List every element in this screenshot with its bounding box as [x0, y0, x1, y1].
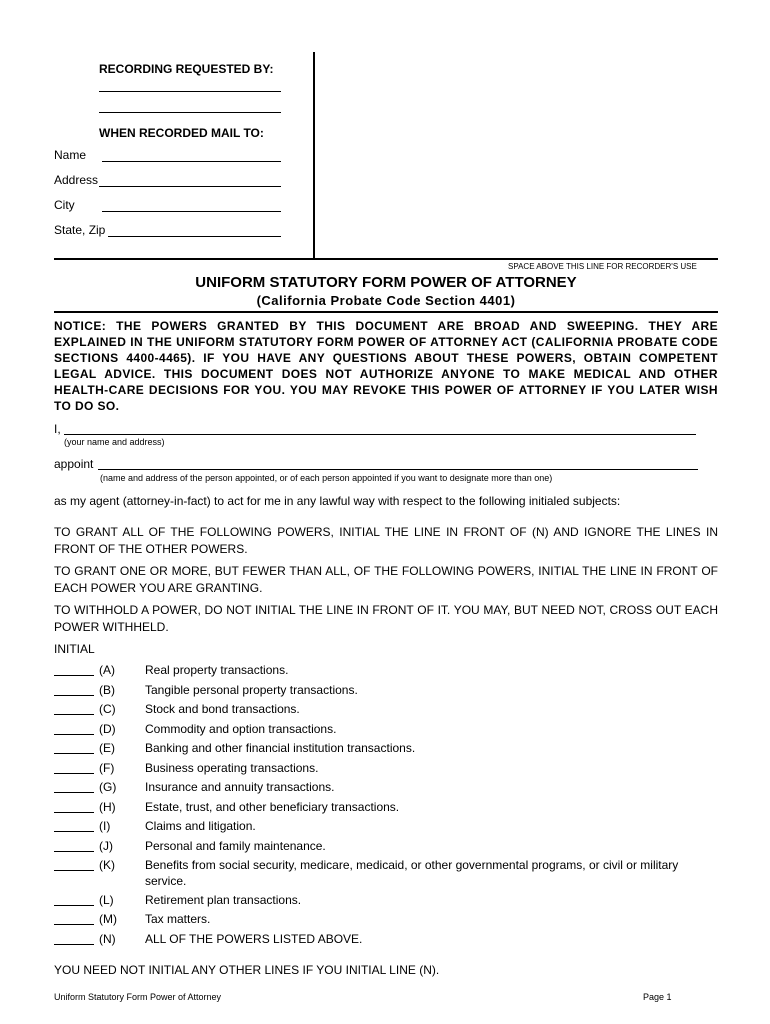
- notice-text: NOTICE: THE POWERS GRANTED BY THIS DOCUMENT ARE BROAD AND SWEEPING. THEY ARE EXPLAINED IN THE UNIFORM STATUTORY FORM POWER OF ATTORNEY ACT (CALIFORNIA PROBATE CODE SECTIONS 4400-4465). IF YOU HAVE ANY QUESTIONS ABOUT THESE POWERS, OBTAIN COMPETENT LEGAL ADVICE. THIS DOCUMENT DOES NOT AUTHORIZE ANYONE TO MAKE MEDICAL AND OTHER HEALTH-CARE DECISIONS FOR YOU. YOU MAY REVOKE THIS POWER OF ATTORNEY IF YOU LATER WISH TO DO SO.: [54, 319, 718, 413]
- power-text: Personal and family maintenance.: [145, 839, 326, 853]
- power-text: Retirement plan transactions.: [145, 893, 302, 907]
- city-field[interactable]: [102, 211, 281, 212]
- initial-line-h[interactable]: [54, 812, 94, 813]
- state-zip-label: State, Zip: [54, 223, 106, 237]
- recorder-divider-horizontal: [54, 258, 718, 260]
- power-code: (H): [99, 800, 116, 814]
- agent-statement: as my agent (attorney-in-fact) to act for me in any lawful way with respect to the following initialed subjects:: [54, 494, 621, 508]
- power-code: (G): [99, 780, 117, 794]
- initial-line-f[interactable]: [54, 773, 94, 774]
- power-text: Tax matters.: [145, 912, 211, 926]
- title-rule: [54, 311, 718, 313]
- when-recorded-label: WHEN RECORDED MAIL TO:: [99, 126, 264, 140]
- power-code: (A): [99, 663, 115, 677]
- power-code: (J): [99, 839, 113, 853]
- principal-name-field[interactable]: [64, 434, 696, 435]
- page-number: Page 1: [643, 992, 672, 1002]
- power-text: Banking and other financial institution transactions.: [145, 741, 416, 755]
- instruction-grant-some: TO GRANT ONE OR MORE, BUT FEWER THAN ALL, OF THE FOLLOWING POWERS, INITIAL THE LINE IN FRONT OF EACH POWER YOU ARE GRANTING.: [54, 564, 718, 595]
- power-text: Business operating transactions.: [145, 761, 319, 775]
- power-text: Insurance and annuity transactions.: [145, 780, 335, 794]
- agent-prefix: appoint: [54, 457, 94, 471]
- agent-caption: (name and address of the person appointed, or of each person appointed if you want to designate more than one): [100, 473, 553, 483]
- recorder-divider-vertical: [313, 52, 315, 258]
- document-title: UNIFORM STATUTORY FORM POWER OF ATTORNEY: [195, 274, 577, 291]
- initial-line-m[interactable]: [54, 924, 94, 925]
- power-text: ALL OF THE POWERS LISTED ABOVE.: [145, 932, 363, 946]
- initial-line-a[interactable]: [54, 675, 94, 676]
- principal-prefix: I,: [54, 422, 61, 436]
- power-code: (C): [99, 702, 116, 716]
- initial-line-n[interactable]: [54, 944, 94, 945]
- instruction-grant-all: TO GRANT ALL OF THE FOLLOWING POWERS, INITIAL THE LINE IN FRONT OF (N) AND IGNORE THE LINES IN FRONT OF THE OTHER POWERS.: [54, 525, 718, 556]
- requested-by-line-1[interactable]: [99, 91, 281, 92]
- initial-line-i[interactable]: [54, 831, 94, 832]
- power-code: (I): [99, 819, 111, 833]
- state-zip-field[interactable]: [108, 236, 281, 237]
- recording-requested-by-label: RECORDING REQUESTED BY:: [99, 62, 274, 76]
- name-label: Name: [54, 148, 87, 162]
- power-code: (L): [99, 893, 114, 907]
- power-text: Commodity and option transactions.: [145, 722, 337, 736]
- initial-line-b[interactable]: [54, 695, 94, 696]
- name-field[interactable]: [102, 161, 281, 162]
- power-text: Claims and litigation.: [145, 819, 256, 833]
- initial-line-g[interactable]: [54, 792, 94, 793]
- power-code: (B): [99, 683, 115, 697]
- initial-line-k[interactable]: [54, 870, 94, 871]
- power-text: Real property transactions.: [145, 663, 289, 677]
- footer-title: Uniform Statutory Form Power of Attorney: [54, 992, 222, 1002]
- city-label: City: [54, 198, 75, 212]
- power-text: Stock and bond transactions.: [145, 702, 300, 716]
- initial-line-c[interactable]: [54, 714, 94, 715]
- agent-name-field[interactable]: [98, 469, 698, 470]
- principal-caption: (your name and address): [64, 437, 165, 447]
- closing-note: YOU NEED NOT INITIAL ANY OTHER LINES IF YOU INITIAL LINE (N).: [54, 963, 440, 977]
- recorder-note: SPACE ABOVE THIS LINE FOR RECORDER'S USE: [508, 262, 697, 271]
- power-text: Estate, trust, and other beneficiary transactions.: [145, 800, 400, 814]
- initial-line-l[interactable]: [54, 905, 94, 906]
- power-code: (K): [99, 858, 115, 872]
- initial-label: INITIAL: [54, 642, 95, 656]
- initial-line-j[interactable]: [54, 851, 94, 852]
- power-code: (N): [99, 932, 116, 946]
- power-text: Benefits from social security, medicare, medicaid, or other governmental programs, or civil or military service.: [145, 858, 679, 888]
- address-label: Address: [54, 173, 99, 187]
- document-subtitle: (California Probate Code Section 4401): [256, 293, 516, 308]
- initial-line-e[interactable]: [54, 753, 94, 754]
- address-field[interactable]: [99, 186, 281, 187]
- power-code: (E): [99, 741, 115, 755]
- instruction-withhold: TO WITHHOLD A POWER, DO NOT INITIAL THE LINE IN FRONT OF IT. YOU MAY, BUT NEED NOT, CROSS OUT EACH POWER WITHHELD.: [54, 603, 718, 634]
- power-code: (F): [99, 761, 115, 775]
- initial-line-d[interactable]: [54, 734, 94, 735]
- power-code: (D): [99, 722, 116, 736]
- power-text: Tangible personal property transactions.: [145, 683, 358, 697]
- requested-by-line-2[interactable]: [99, 112, 281, 113]
- power-code: (M): [99, 912, 117, 926]
